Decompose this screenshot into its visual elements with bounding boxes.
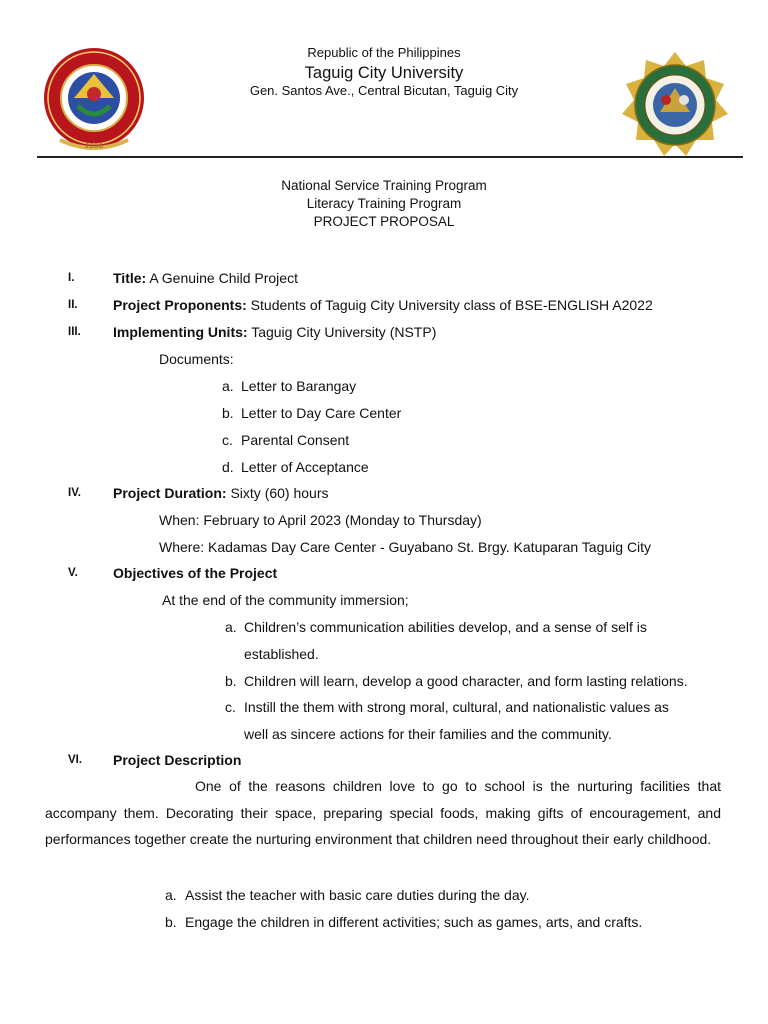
section-value: Taguig City University (NSTP) <box>247 324 437 340</box>
program-line-3: PROJECT PROPOSAL <box>313 214 455 229</box>
section-label: Title: <box>113 270 147 286</box>
list-item-letter: a. <box>225 619 237 635</box>
university-name: Taguig City University <box>304 64 464 82</box>
description-text: One of the reasons children love to go to school is the nurturing facilities that accompany them. Decorating their space, preparing special foods, making gifts of encouragement, and performances together create the nurturing environment that children need throughout their early childhood. <box>45 778 721 847</box>
list-item: Children’s communication abilities develop, and a sense of self is <box>244 619 647 635</box>
section-description <box>113 751 241 769</box>
section-value: Students of Taguig City University class of BSE-ENGLISH A2022 <box>246 297 653 313</box>
section-title <box>113 269 298 287</box>
program-line-1: National Service Training Program <box>281 178 487 193</box>
section-objectives <box>113 564 277 582</box>
documents-label: Documents: <box>159 351 234 367</box>
republic-text: Republic of the Philippines <box>307 45 461 60</box>
list-item-letter: b. <box>225 673 237 689</box>
list-item: Instill the them with strong moral, cultural, and nationalistic values as <box>244 699 669 715</box>
section-duration <box>113 484 329 502</box>
section-label: Implementing Units: <box>113 324 248 340</box>
list-item-letter: b. <box>165 914 177 930</box>
list-item-continued: established. <box>244 646 319 662</box>
list-item-letter: d. <box>222 459 234 475</box>
section-implementing-units <box>113 323 436 341</box>
duration-when: When: February to April 2023 (Monday to Thursday) <box>159 512 482 528</box>
list-item-letter: b. <box>222 405 234 421</box>
list-item-letter: a. <box>165 887 177 903</box>
seal-year-text: 2006 <box>85 142 103 150</box>
list-item-letter: c. <box>222 432 233 448</box>
tcu-seal-logo <box>38 44 150 156</box>
list-item-letter: c. <box>225 699 236 715</box>
list-item: Parental Consent <box>241 432 350 448</box>
header-divider <box>37 156 743 158</box>
list-item: Letter to Barangay <box>241 378 357 394</box>
list-item: Letter of Acceptance <box>241 459 369 475</box>
section-number: V. <box>68 567 78 579</box>
section-number: VI. <box>68 754 83 766</box>
section-number: III. <box>68 326 81 338</box>
list-item: Children will learn, develop a good character, and form lasting relations. <box>244 673 688 689</box>
section-proponents <box>113 296 653 314</box>
list-item-continued: well as sincere actions for their families and the community. <box>244 726 612 742</box>
list-item: Engage the children in different activities; such as games, arts, and crafts. <box>185 914 643 930</box>
section-value: Sixty (60) hours <box>226 485 329 501</box>
section-label: Project Duration: <box>113 485 227 501</box>
list-item: Letter to Day Care Center <box>241 405 402 421</box>
section-value: A Genuine Child Project <box>146 270 298 286</box>
section-number: II. <box>68 299 78 311</box>
section-label: Objectives of the Project <box>113 565 278 581</box>
section-label: Project Proponents: <box>113 297 247 313</box>
program-line-2: Literacy Training Program <box>306 196 462 211</box>
duration-where: Where: Kadamas Day Care Center - Guyabano St. Brgy. Katuparan Taguig City <box>159 539 652 555</box>
objectives-intro: At the end of the community immersion; <box>162 592 409 608</box>
description-paragraph <box>45 773 721 853</box>
list-item-letter: a. <box>222 378 234 394</box>
section-number: IV. <box>68 487 82 499</box>
section-number: I. <box>68 272 75 284</box>
section-label: Project Description <box>113 752 242 768</box>
university-address: Gen. Santos Ave., Central Bicutan, Taguig City <box>249 83 519 98</box>
list-item: Assist the teacher with basic care duties during the day. <box>185 887 530 903</box>
